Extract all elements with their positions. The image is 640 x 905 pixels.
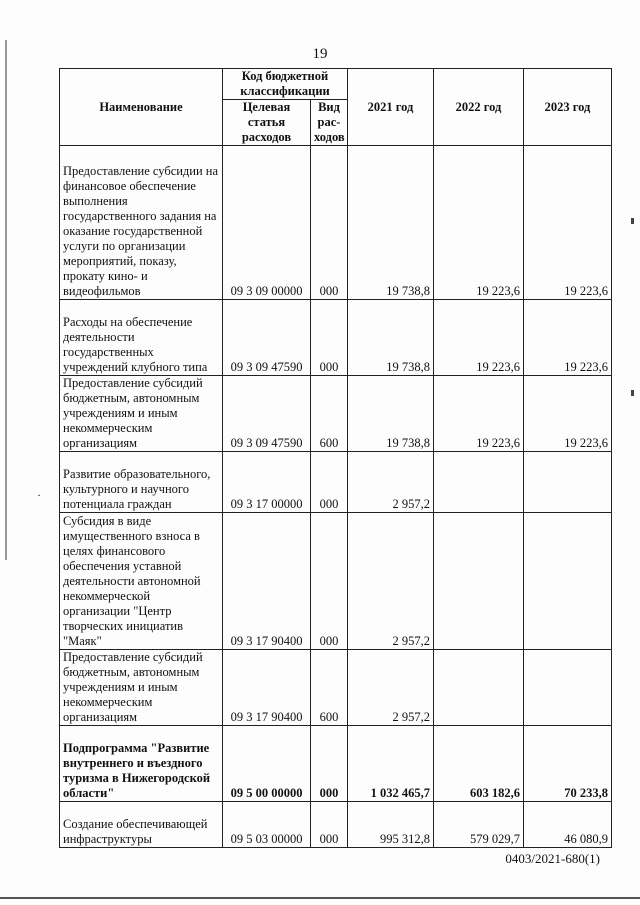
header-year-2022: 2022 год: [434, 69, 524, 146]
header-name: Наименование: [60, 69, 223, 146]
row-expense-type: 000: [311, 300, 348, 376]
row-value-2021: 19 738,8: [348, 300, 434, 376]
row-value-2021: 995 312,8: [348, 802, 434, 848]
row-expense-type: 000: [311, 802, 348, 848]
scan-speck: ·: [37, 488, 41, 502]
row-expense-type: 000: [311, 146, 348, 300]
row-target-article: 09 5 03 00000: [223, 802, 311, 848]
document-registration-code: 0403/2021-680(1): [505, 851, 600, 866]
table-row: [60, 650, 612, 726]
row-value-2021: 2 957,2: [348, 650, 434, 726]
row-name: Предоставление субсидий бюджетным, автономным учреждениям и иным некоммерческим организациям: [60, 376, 223, 452]
row-value-2022: 19 223,6: [434, 146, 524, 300]
row-expense-type: 600: [311, 376, 348, 452]
row-target-article: 09 3 09 47590: [223, 300, 311, 376]
header-year-2021: 2021 год: [348, 69, 434, 146]
row-value-2022: 579 029,7: [434, 802, 524, 848]
table-row: [60, 513, 612, 650]
table-row: [60, 146, 612, 300]
row-expense-type: 600: [311, 650, 348, 726]
scan-edge-shadow: [5, 40, 7, 560]
header-target-article: Целевая статья расходов: [223, 100, 311, 146]
row-value-2021: 19 738,8: [348, 376, 434, 452]
row-value-2021: 2 957,2: [348, 513, 434, 650]
row-target-article: 09 3 09 00000: [223, 146, 311, 300]
scan-margin-mark: [631, 218, 634, 224]
budget-table: [59, 68, 612, 848]
row-value-2022: [434, 452, 524, 513]
row-value-2022: 603 182,6: [434, 726, 524, 802]
row-value-2022: [434, 650, 524, 726]
row-value-2023: 70 233,8: [524, 726, 612, 802]
row-name: Предоставление субсидий бюджетным, автономным учреждениям и иным некоммерческим организациям: [60, 650, 223, 726]
row-name: Расходы на обеспечение деятельности государственных учреждений клубного типа: [60, 300, 223, 376]
row-name: Субсидия в виде имущественного взноса в целях финансового обеспечения уставной деятельности автономной некоммерческой организации "Центр творческих инициатив "Маяк": [60, 513, 223, 650]
row-target-article: 09 5 00 00000: [223, 726, 311, 802]
row-name: Подпрограмма "Развитие внутреннего и въездного туризма в Нижегородской области": [60, 726, 223, 802]
row-target-article: 09 3 17 90400: [223, 513, 311, 650]
table-row: [60, 452, 612, 513]
row-target-article: 09 3 17 90400: [223, 650, 311, 726]
table-row: [60, 300, 612, 376]
header-year-2023: 2023 год: [524, 69, 612, 146]
table-row-subprogram: [60, 726, 612, 802]
row-value-2023: 19 223,6: [524, 300, 612, 376]
row-value-2023: [524, 513, 612, 650]
row-value-2021: 19 738,8: [348, 146, 434, 300]
row-value-2023: 46 080,9: [524, 802, 612, 848]
row-target-article: 09 3 17 00000: [223, 452, 311, 513]
row-name: Предоставление субсидии на финансовое обеспечение выполнения государственного задания на оказание государственной услуги по организации мероприятий, показу, прокату кино- и видеофильмов: [60, 146, 223, 300]
row-value-2023: 19 223,6: [524, 376, 612, 452]
row-expense-type: 000: [311, 513, 348, 650]
row-name: Развитие образовательного, культурного и научного потенциала граждан: [60, 452, 223, 513]
row-value-2022: [434, 513, 524, 650]
page-bottom-rule: [0, 897, 640, 899]
scan-margin-mark: [631, 390, 634, 396]
row-value-2023: [524, 650, 612, 726]
row-value-2021: 2 957,2: [348, 452, 434, 513]
table-row: [60, 376, 612, 452]
row-value-2022: 19 223,6: [434, 376, 524, 452]
table-row: [60, 802, 612, 848]
page-number: 19: [312, 46, 328, 62]
row-value-2021: 1 032 465,7: [348, 726, 434, 802]
row-name: Создание обеспечивающей инфраструктуры: [60, 802, 223, 848]
header-expense-type: Вид рас-ходов: [311, 100, 348, 146]
row-expense-type: 000: [311, 452, 348, 513]
row-target-article: 09 3 09 47590: [223, 376, 311, 452]
row-value-2022: 19 223,6: [434, 300, 524, 376]
row-value-2023: [524, 452, 612, 513]
row-value-2023: 19 223,6: [524, 146, 612, 300]
row-expense-type: 000: [311, 726, 348, 802]
header-classification-group: Код бюджетной классификации: [223, 69, 348, 100]
